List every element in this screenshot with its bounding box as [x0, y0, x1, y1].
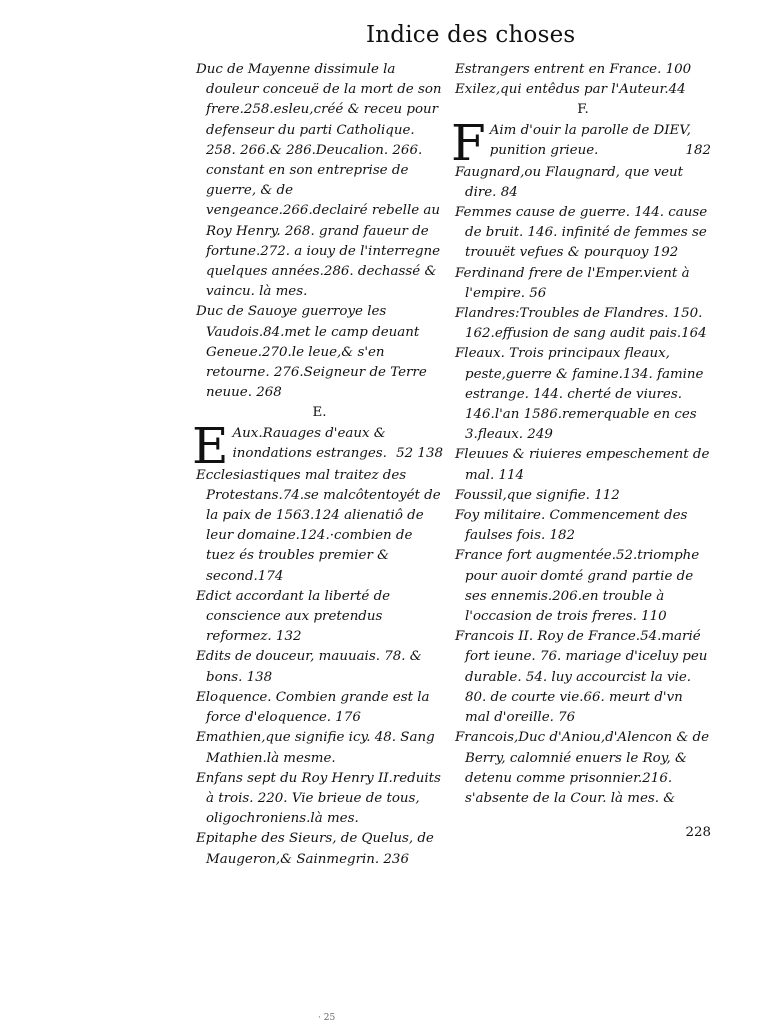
drop-cap-e: E [192, 416, 229, 475]
index-entry: Eloquence. Combien grande est la force d'eloquence. 176 [196, 689, 430, 726]
index-entry: Fleuues & riuieres empeschement de mal. 114 [455, 447, 710, 483]
index-entry: Foy militaire. Commencement des faulses fois. 182 [455, 508, 688, 544]
index-entry: Exilez,qui entêdus par l'Auteur.44 [455, 82, 686, 98]
drop-cap-f: F [451, 113, 486, 172]
index-entry: Femmes cause de guerre. 144. cause de bruit. 146. infinité de femmes se trouuët vefues & pourquoy 192 [455, 205, 708, 261]
index-entry: Ecclesiastiques mal traitez des Protestans.74.se malcôtentoyét de la paix de 1563.124 alienatiô de leur domaine.124.·combien de tuez és troubles premier & second.174 [196, 467, 441, 584]
section-letter-e: E. [312, 405, 327, 421]
entry-page-number: 182 [685, 142, 711, 158]
drop-cap-entry-text: Aim d'ouir la parolle de DIEV, punition grieue. [489, 122, 691, 158]
index-entry: Duc de Mayenne dissimule la douleur conceuë de la mort de son frere.258.esleu,créé & receu pour defenseur du parti Catholique. 258. 266.& 286.Deucalion. 266. constant en son entreprise de guerre, & de vengeance.266.declairé rebelle au Roy Henry. 268. grand faueur de fortune.272. a iouy de l'interregne quelques années.286. dechassé & vaincu. là mes. [196, 62, 442, 300]
entry-page-number: 52 138 [396, 445, 443, 461]
drop-cap-entry-f [451, 113, 711, 172]
footer-mark: · 25 [318, 1013, 336, 1023]
drop-cap-entry-text: Aux.Rauages d'eaux & inondations estranges. [232, 425, 387, 461]
index-entry: Faugnard,ou Flaugnard, que veut dire. 84 [455, 164, 684, 200]
index-entry: Fleaux. Trois principaux fleaux, peste,guerre & famine.134. famine estrange. 144. cherté de viures. 146.l'an 1586.remerquable en ces 3.fleaux. 249 [455, 346, 704, 443]
index-entry: Duc de Sauoye guerroye les Vaudois.84.met le camp deuant Geneue.270.le leue,& s'en retourne. 276.Seigneur de Terre neuue. 268 [196, 304, 427, 401]
index-entry: Flandres:Troubles de Flandres. 150. 162.effusion de sang audit pais.164 [455, 306, 707, 342]
drop-cap-entry-e [192, 416, 443, 475]
index-entry: Francois II. Roy de France.54.marié fort ieune. 76. mariage d'iceluy peu durable. 54. luy accourcist la vie. 80. de courte vie.66. meurt d'vn mal d'oreille. 76 [455, 629, 708, 726]
index-column-left [192, 60, 443, 870]
index-entry: Edict accordant la liberté de conscience aux pretendus reformez. 132 [196, 588, 391, 645]
index-entry: Francois,Duc d'Aniou,d'Alencon & de Berry, calomnié enuers le Roy, & detenu comme prisonnier.216. s'absente de la Cour. là mes. & [455, 730, 710, 806]
continued-page-number: 228 [685, 824, 711, 840]
index-entry: France fort augmentée.52.triomphe pour auoir domté grand partie de ses ennemis.206.en trouble à l'occasion de trois freres. 110 [455, 548, 700, 625]
index-entry: Ferdinand frere de l'Emper.vient à l'empire. 56 [455, 265, 690, 301]
index-column-right [451, 60, 711, 856]
index-entry: Emathien,que signifie icy. 48. Sang Mathien.là mesme. [196, 730, 435, 766]
index-entry: Foussil,que signifie. 112 [455, 487, 620, 503]
section-letter-f: F. [577, 102, 589, 118]
page-header-title: Indice des choses [366, 22, 576, 48]
index-entry: Estrangers entrent en France. 100 [455, 62, 692, 77]
index-entry: Enfans sept du Roy Henry II.reduits à trois. 220. Vie brieue de tous, oligochroniens.là mes. [196, 770, 441, 827]
index-entry: Epitaphe des Sieurs, de Quelus, de Maugeron,& Sainmegrin. 236 [196, 831, 434, 867]
index-entry: Edits de douceur, mauuais. 78. & bons. 138 [196, 649, 422, 685]
